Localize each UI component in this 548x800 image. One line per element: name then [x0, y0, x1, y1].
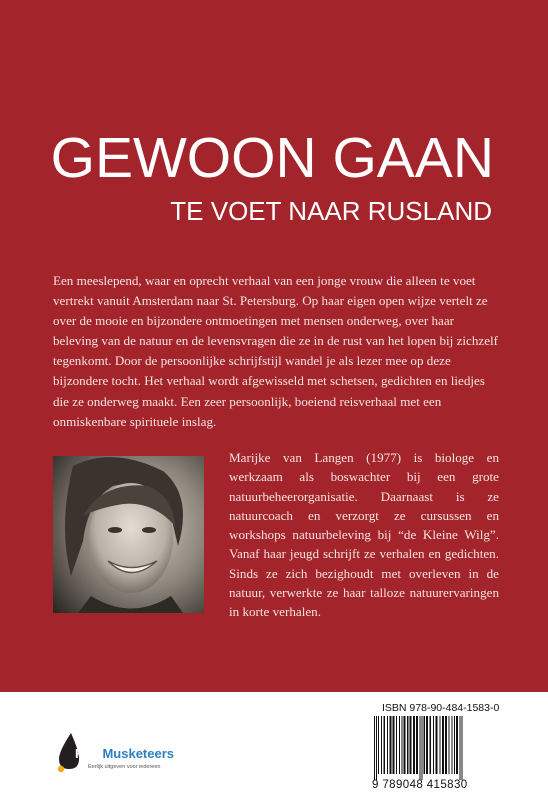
barcode-bar: [387, 716, 388, 774]
barcode-digits: 9 789048 415830: [372, 779, 468, 791]
barcode-bar: [402, 716, 403, 774]
barcode-bar: [456, 716, 458, 774]
barcode-bar: [422, 716, 423, 780]
publisher-name-free: Free: [75, 746, 103, 761]
author-photo: [53, 456, 204, 613]
barcode-bar: [407, 716, 409, 774]
cover-footer: [0, 692, 548, 800]
book-subtitle: TE VOET NAAR RUSLAND: [170, 196, 492, 226]
book-title: GEWOON GAAN: [50, 126, 494, 190]
author-bio: Marijke van Langen (1977) is biologe en werkzaam als boswachter bij een grote natuurbeheerorganisatie. Daarnaast is ze natuurcoach en verzorgt ze cursussen en workshops natuurbeleving bij “de Kleine Wilg”. Vanaf haar jeugd schrijft ze verhalen en gedichten. Sinds ze zich bezighoudt met overleven in de natuur, verwerkte ze haar talloze natuurervaringen in korte verhalen.: [229, 450, 499, 620]
publisher-logo: [55, 733, 215, 777]
barcode-bar: [460, 716, 461, 780]
publisher-name-musketeers: Musketeers: [102, 746, 175, 761]
barcode-bar: [393, 716, 395, 774]
barcode-bar: [399, 716, 400, 774]
barcode-bar: [436, 716, 438, 774]
publisher-tagline: Eerlijk uitgeven voor iedereen: [88, 764, 161, 770]
barcode-bar: [454, 716, 455, 774]
barcode-bar: [376, 716, 377, 780]
isbn-label: ISBN 978-90-484-1583-0: [382, 702, 500, 714]
barcode-bar: [452, 716, 453, 774]
barcode-bar: [424, 716, 426, 774]
barcode-bar: [413, 716, 415, 774]
barcode-bar: [433, 716, 434, 774]
author-portrait-image: [53, 456, 204, 613]
barcode: [370, 716, 495, 784]
barcode-bar: [396, 716, 397, 774]
barcode-bar: [430, 716, 432, 774]
barcode-bar: [374, 716, 375, 780]
publisher-name: [75, 746, 174, 761]
barcode-bar: [420, 716, 421, 780]
barcode-bar: [410, 716, 412, 774]
book-blurb: Een meeslepend, waar en oprecht verhaal van een jonge vrouw die alleen te voet vertrekt vanuit Amsterdam naar St. Petersburg. Op haar eigen open wijze vertelt ze over de mooie en bijzondere ontmoetingen met mensen onderweg, over haar beleving van de natuur en de levensvragen die ze in de rust van het lopen bij zichzelf tegenkomt. Door de persoonlijke schrijfstijl wandel je als lezer mee op deze bijzondere tocht. Het verhaal wordt afgewisseld met schetsen, gedichten en liedjes die ze onderweg maakt. Een zeer persoonlijk, boeiend reisverhaal met een onmiskenbare spirituele inslag.: [53, 273, 499, 429]
barcode-bar: [416, 716, 418, 774]
barcode-bar: [449, 716, 450, 774]
barcode-bar: [426, 716, 428, 774]
barcode-bar: [381, 716, 382, 774]
barcode-bar: [445, 716, 447, 774]
barcode-bar: [390, 716, 392, 774]
barcode-bar: [378, 716, 379, 774]
barcode-bar: [440, 716, 441, 774]
barcode-bar: [462, 716, 463, 780]
barcode-bar: [442, 716, 444, 774]
barcode-bar: [384, 716, 386, 774]
barcode-bar: [404, 716, 406, 774]
